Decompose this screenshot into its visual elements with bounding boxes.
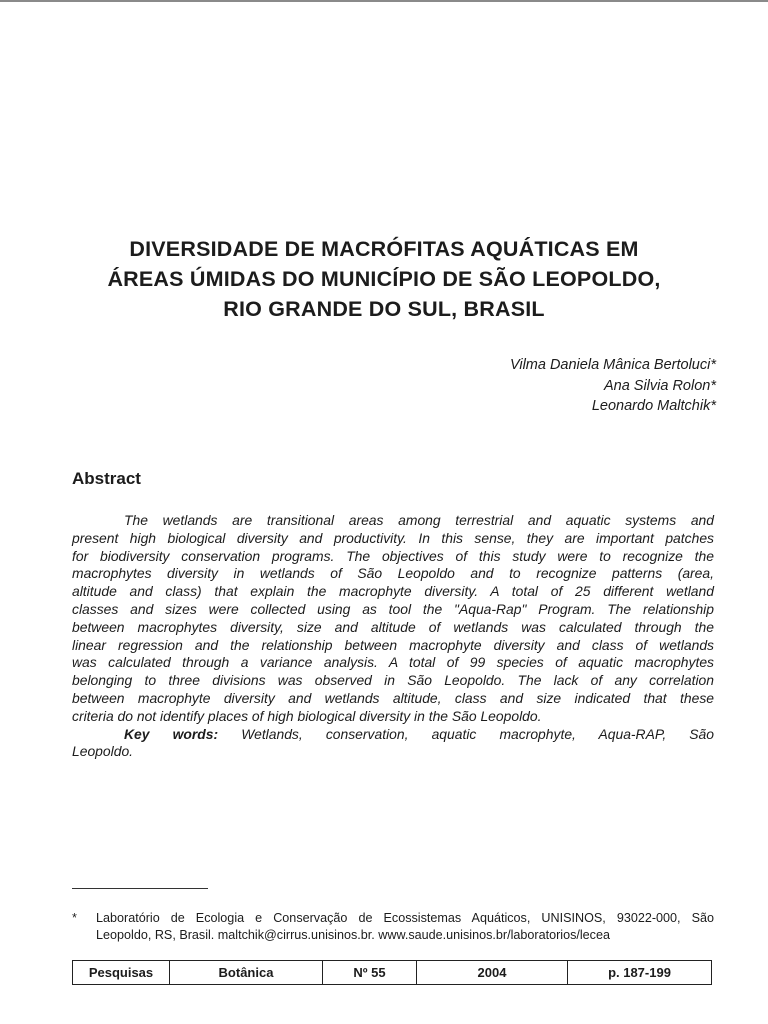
abstract-line: was calculated through a variance analysis. A total of 99 species of aquatic macrophytes [72,654,714,671]
citation-field: Botânica [170,961,323,984]
author-2: Ana Silvia Rolon* [603,377,716,394]
title-line-3: RIO GRANDE DO SUL, BRASIL [223,297,545,321]
title-line-1: DIVERSIDADE DE MACRÓFITAS AQUÁTICAS EM [129,237,639,261]
abstract-line: classes and sizes were collected using as tool the "Aqua-Rap" Program. The relationship [72,600,714,617]
keywords-line [72,726,714,744]
abstract-line: for biodiversity conservation programs. The objectives of this study were to recognize the [72,547,714,564]
title-line-2: ÁREAS ÚMIDAS DO MUNICÍPIO DE SÃO LEOPOLDO, [107,267,661,291]
author-1: Vilma Daniela Mânica Bertoluci* [509,357,716,373]
abstract-line: criteria do not identify places of high biological diversity in the São Leopoldo. [72,707,542,724]
abstract-line: between macrophyte diversity and wetlands altitude, class and size indicated that these [72,689,714,706]
abstract-line: altitude and class) that explain the macrophyte diversity. A total of 25 different wetland [72,583,714,600]
abstract-line: The wetlands are transitional areas among terrestrial and aquatic systems and [124,512,714,528]
footnote-divider [72,888,208,889]
paper-title [60,234,708,324]
keywords-text: Wetlands, conservation, aquatic macrophyte, Aqua-RAP, São [218,725,715,742]
keywords-label: Key words: [124,725,219,742]
abstract-line: between macrophytes diversity, size and altitude of wetlands was calculated through the [72,618,714,635]
abstract-line: present high biological diversity and productivity. In this sense, they are important patches [72,529,714,546]
abstract-body [72,512,714,761]
page-top-edge [0,0,768,2]
footnote-line: Leopoldo, RS, Brasil. maltchik@cirrus.unisinos.br. www.saude.unisinos.br/laboratorios/lecea [96,928,610,942]
abstract-line: belonging to three divisions was observed in São Leopoldo. The lack of any correlation [72,672,714,689]
author-list [510,355,716,417]
author-3: Leonardo Maltchik* [591,398,716,414]
citation-number: Nº 55 [323,961,417,984]
citation-table [72,960,712,985]
abstract-line: linear regression and the relationship between macrophyte diversity and class of wetlands [72,636,714,653]
citation-year: 2004 [417,961,568,984]
abstract-heading: Abstract [72,469,141,488]
abstract-line: macrophytes diversity in wetlands of São Leopoldo and to recognize patterns (area, [72,565,714,582]
affiliation-footnote [72,910,714,944]
footnote-line: Laboratório de Ecologia e Conservação de Ecossistemas Aquáticos, UNISINOS, 93022-000, São [96,911,714,925]
keywords-continuation: Leopoldo. [72,743,134,760]
citation-pages: p. 187-199 [608,965,671,980]
footnote-marker: * [72,911,77,925]
citation-series: Pesquisas [73,961,170,984]
